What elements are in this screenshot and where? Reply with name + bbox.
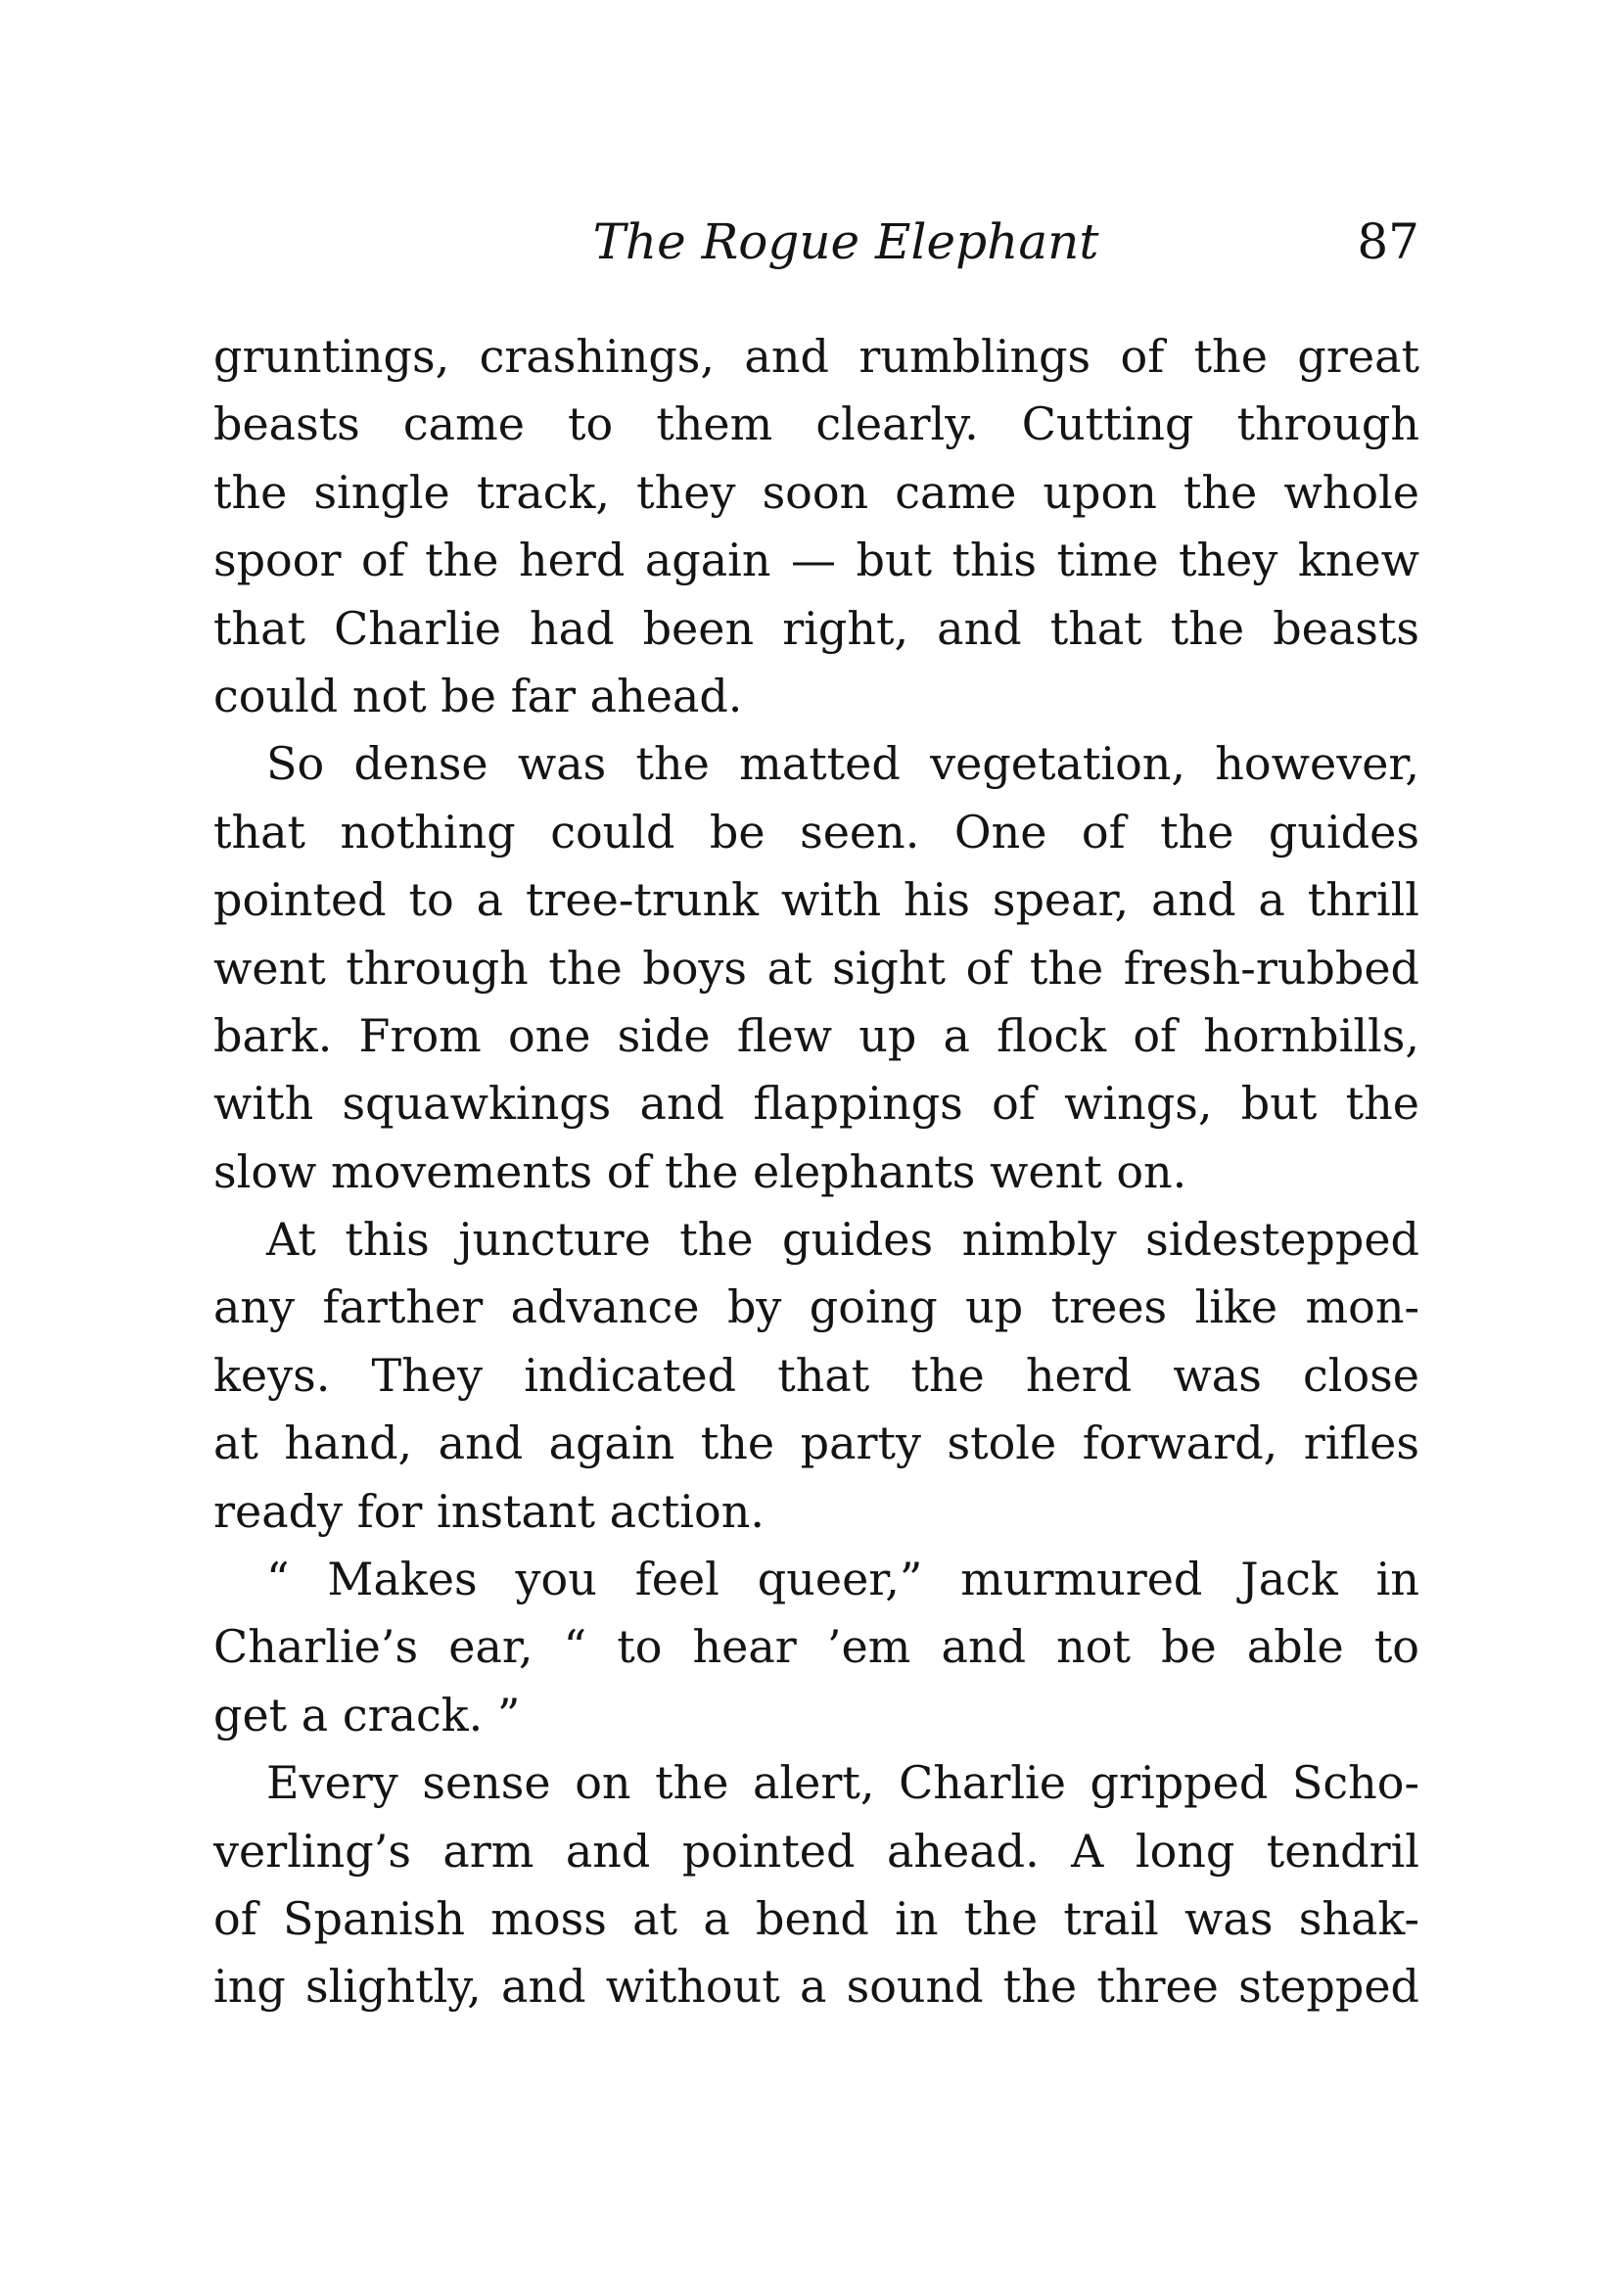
text-line: ing slightly, and without a sound the three stepped bbox=[213, 1960, 1419, 2014]
body-text bbox=[213, 323, 1419, 2021]
text-line: “ Makes you feel queer,” murmured Jack in bbox=[266, 1553, 1419, 1606]
text-line: the single track, they soon came upon the whole bbox=[213, 465, 1419, 519]
text-line: verling’s arm and pointed ahead. A long tendril bbox=[213, 1824, 1419, 1878]
text-line: get a crack. ” bbox=[213, 1688, 521, 1741]
paragraph bbox=[213, 1546, 1419, 1749]
text-line: pointed to a tree-trunk with his spear, and a thrill bbox=[213, 873, 1419, 927]
text-line: Every sense on the alert, Charlie gripped Scho- bbox=[266, 1756, 1419, 1810]
text-line: of Spanish moss at a bend in the trail was shak- bbox=[213, 1891, 1419, 1945]
text-line: bark. From one side flew up a flock of hornbills, bbox=[213, 1008, 1419, 1062]
text-line: at hand, and again the party stole forward, rifles bbox=[213, 1416, 1419, 1470]
text-line: spoor of the herd again — but this time they knew bbox=[213, 534, 1419, 587]
text-line: went through the boys at sight of the fresh-rubbed bbox=[213, 941, 1419, 995]
paragraph bbox=[213, 730, 1419, 1206]
text-line: beasts came to them clearly. Cutting through bbox=[213, 397, 1419, 451]
text-line: that nothing could be seen. One of the guides bbox=[213, 805, 1419, 859]
text-line: ready for instant action. bbox=[213, 1484, 765, 1538]
text-line: any farther advance by going up trees like mon- bbox=[213, 1280, 1419, 1334]
paragraph bbox=[213, 1206, 1419, 1546]
running-title: The Rogue Elephant bbox=[592, 213, 1099, 270]
text-line: keys. They indicated that the herd was close bbox=[213, 1348, 1419, 1402]
page-number: 87 bbox=[1357, 213, 1419, 270]
text-line: could not be far ahead. bbox=[213, 669, 743, 722]
text-line: gruntings, crashings, and rumblings of the great bbox=[213, 330, 1419, 383]
paragraph bbox=[213, 1749, 1419, 2021]
text-line: Charlie’s ear, “ to hear ’em and not be able to bbox=[213, 1620, 1419, 1674]
text-line: slow movements of the elephants went on. bbox=[213, 1144, 1187, 1198]
text-line: that Charlie had been right, and that the beasts bbox=[213, 601, 1419, 655]
running-head bbox=[213, 208, 1419, 276]
text-line: So dense was the matted vegetation, however, bbox=[266, 737, 1419, 791]
text-line: with squawkings and flappings of wings, but the bbox=[213, 1077, 1419, 1131]
text-line: At this juncture the guides nimbly sidestepped bbox=[266, 1213, 1419, 1267]
paragraph bbox=[213, 323, 1419, 730]
